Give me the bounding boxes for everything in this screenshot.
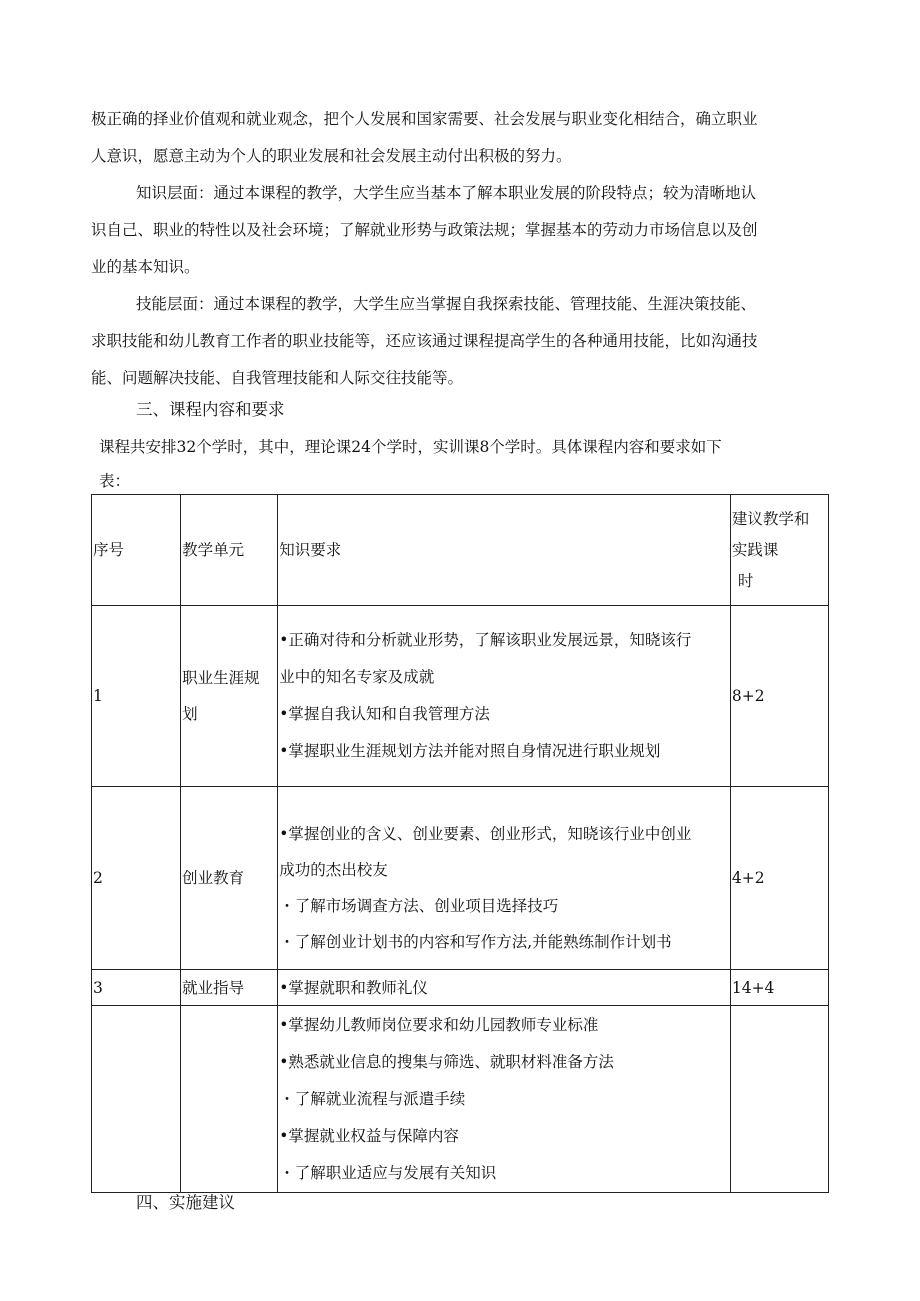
paragraph-line: 人意识，愿意主动为个人的职业发展和社会发展主动付出积极的努力。: [91, 147, 572, 165]
header-hours: 建议教学和 实践课 时: [730, 495, 828, 606]
row-unit: 就业指导: [181, 970, 278, 1006]
header-no: 序号: [92, 495, 181, 606]
table-row: [92, 606, 829, 787]
section-heading: 三、课程内容和要求: [136, 400, 285, 419]
row-req: •掌握就职和教师礼仪: [278, 970, 731, 1006]
row-no: 3: [92, 970, 181, 1006]
row-hours: 8+2: [730, 606, 828, 787]
row-hours: [730, 1006, 828, 1193]
row-unit: 职业生涯规 划: [181, 606, 278, 787]
table-row: [92, 1006, 829, 1193]
paragraph-line: 求职技能和幼儿教育工作者的职业技能等，还应该通过课程提高学生的各种通用技能，比如沟通技: [91, 332, 758, 350]
section-description: 表：: [99, 472, 131, 490]
section-description: 课程共安排32个学时，其中，理论课24个学时，实训课8个学时。具体课程内容和要求如下: [99, 438, 722, 456]
section-heading: 四、实施建议: [136, 1193, 235, 1212]
header-req: 知识要求: [278, 495, 731, 606]
paragraph-line: 知识层面：通过本课程的教学，大学生应当基本了解本职业发展的阶段特点；较为清晰地认: [136, 184, 757, 202]
course-content-table: [91, 494, 829, 1193]
row-no: 2: [92, 787, 181, 970]
header-unit: 教学单元: [181, 495, 278, 606]
paragraph-line: 业的基本知识。: [91, 258, 200, 276]
row-req: •掌握创业的含义、创业要素、创业形式，知晓该行业中创业 成功的杰出校友 ・了解市场调查方法、创业项目选择技巧 ・了解创业计划书的内容和写作方法,并能熟练制作计划书: [278, 787, 731, 970]
row-hours: 14+4: [730, 970, 828, 1006]
paragraph-line: 识自己、职业的特性以及社会环境；了解就业形势与政策法规；掌握基本的劳动力市场信息以及创: [91, 221, 758, 239]
paragraph-line: 技能层面：通过本课程的教学，大学生应当掌握自我探索技能、管理技能、生涯决策技能、: [136, 295, 757, 313]
table-header-row: [92, 495, 829, 606]
row-hours: 4+2: [730, 787, 828, 970]
row-unit: 创业教育: [181, 787, 278, 970]
row-req: •正确对待和分析就业形势，了解该职业发展远景，知晓该行 业中的知名专家及成就 •掌握自我认知和自我管理方法 •掌握职业生涯规划方法并能对照自身情况进行职业规划: [278, 606, 731, 787]
paragraph-line: 极正确的择业价值观和就业观念，把个人发展和国家需要、社会发展与职业变化相结合，确立职业: [91, 110, 758, 128]
row-req: •掌握幼儿教师岗位要求和幼儿园教师专业标准 •熟悉就业信息的搜集与筛选、就职材料准备方法 ・了解就业流程与派遣手续 •掌握就业权益与保障内容 ・了解职业适应与发展有关知识: [278, 1006, 731, 1193]
table-row: [92, 787, 829, 970]
row-no: [92, 1006, 181, 1193]
paragraph-line: 能、问题解决技能、自我管理技能和人际交往技能等。: [91, 369, 464, 387]
table-row: [92, 970, 829, 1006]
row-unit: [181, 1006, 278, 1193]
row-no: 1: [92, 606, 181, 787]
